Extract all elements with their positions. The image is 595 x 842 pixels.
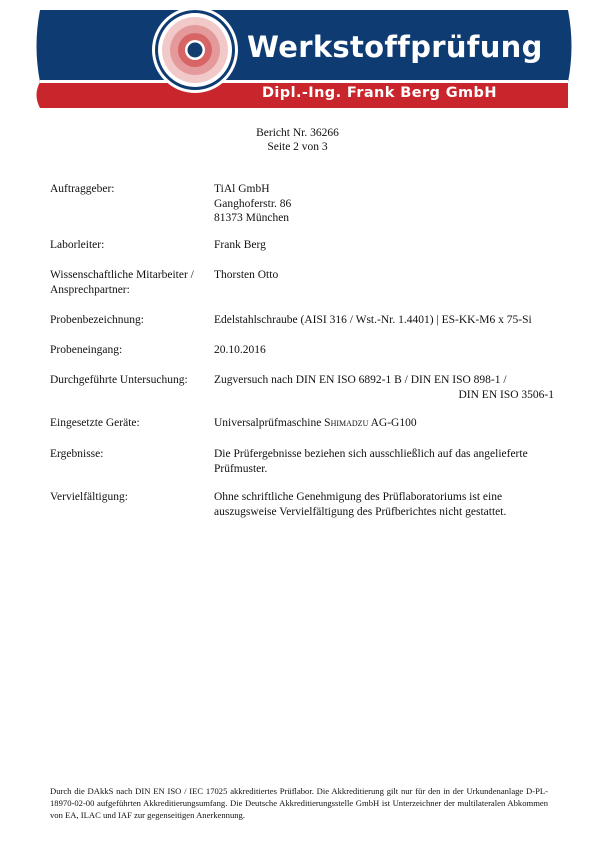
field-label: Vervielfältigung: (50, 491, 128, 503)
company-title: Werkstoffprüfung (247, 30, 543, 64)
field-label: Probenbezeichnung: (50, 314, 144, 326)
client-city: 81373 München (214, 212, 290, 224)
label-line: Wissenschaftliche Mitarbeiter / (50, 269, 194, 281)
field-label: Auftraggeber: (50, 183, 115, 195)
page-indicator: Seite 2 von 3 (267, 141, 328, 153)
field-label: Ergebnisse: (50, 448, 104, 460)
client-street: Ganghoferstr. 86 (214, 197, 292, 210)
company-header-banner (0, 0, 595, 112)
test-line: DIN EN ISO 3506-1 (458, 388, 554, 401)
equipment-suffix: AG-G100 (368, 417, 417, 429)
banner-stripe (40, 80, 568, 83)
field-value (214, 447, 560, 476)
field-label: Eingesetzte Geräte: (50, 417, 140, 429)
target-logo-icon (152, 7, 238, 93)
field-label: Durchgeführte Untersuchung: (50, 374, 188, 386)
report-heading (0, 126, 595, 154)
field-value: 20.10.2016 (214, 344, 266, 356)
client-name: TiAl GmbH (214, 183, 270, 195)
accreditation-footer: Durch die DAkkS nach DIN EN ISO / IEC 17025 akkreditiertes Prüflabor. Die Akkreditierung gilt nur für den in der Urkundenanlage D-PL-18970-02-00 aufgeführten Akkreditierungsumfang. Die Deutsche Akkreditierungsstelle GmbH ist Unterzeichner der multilateralen Abkommen von EA, ILAC und IAF zur gegenseitigen Anerkennung. (50, 786, 548, 820)
label-line: Ansprechpartner: (50, 283, 130, 296)
field-label: Probeneingang: (50, 344, 123, 356)
field-value: Edelstahlschraube (AISI 316 / Wst.-Nr. 1.4401) | ES-KK-M6 x 75-Si (214, 314, 532, 326)
field-label (50, 268, 210, 297)
field-value: Frank Berg (214, 239, 266, 251)
test-line: Zugversuch nach DIN EN ISO 6892-1 B / DIN EN ISO 898-1 / (214, 374, 507, 386)
results-line: Prüfmuster. (214, 462, 268, 475)
field-value (214, 490, 560, 519)
field-label: Laborleiter: (50, 239, 105, 251)
results-line: Die Prüfergebnisse beziehen sich ausschließlich auf das angelieferte (214, 448, 528, 460)
field-value: Thorsten Otto (214, 269, 279, 281)
equipment-prefix: Universalprüfmaschine (214, 417, 325, 429)
reproduction-line: Ohne schriftliche Genehmigung des Prüflaboratoriums ist eine (214, 491, 503, 503)
field-value (214, 416, 560, 431)
reproduction-line: auszugsweise Vervielfältigung des Prüfberichtes nicht gestattet. (214, 505, 507, 518)
company-subtitle: Dipl.-Ing. Frank Berg GmbH (262, 85, 497, 101)
report-number: Bericht Nr. 36266 (256, 127, 339, 139)
field-value (214, 182, 560, 226)
equipment-brand: Shimadzu (324, 417, 369, 429)
field-value (214, 373, 554, 402)
